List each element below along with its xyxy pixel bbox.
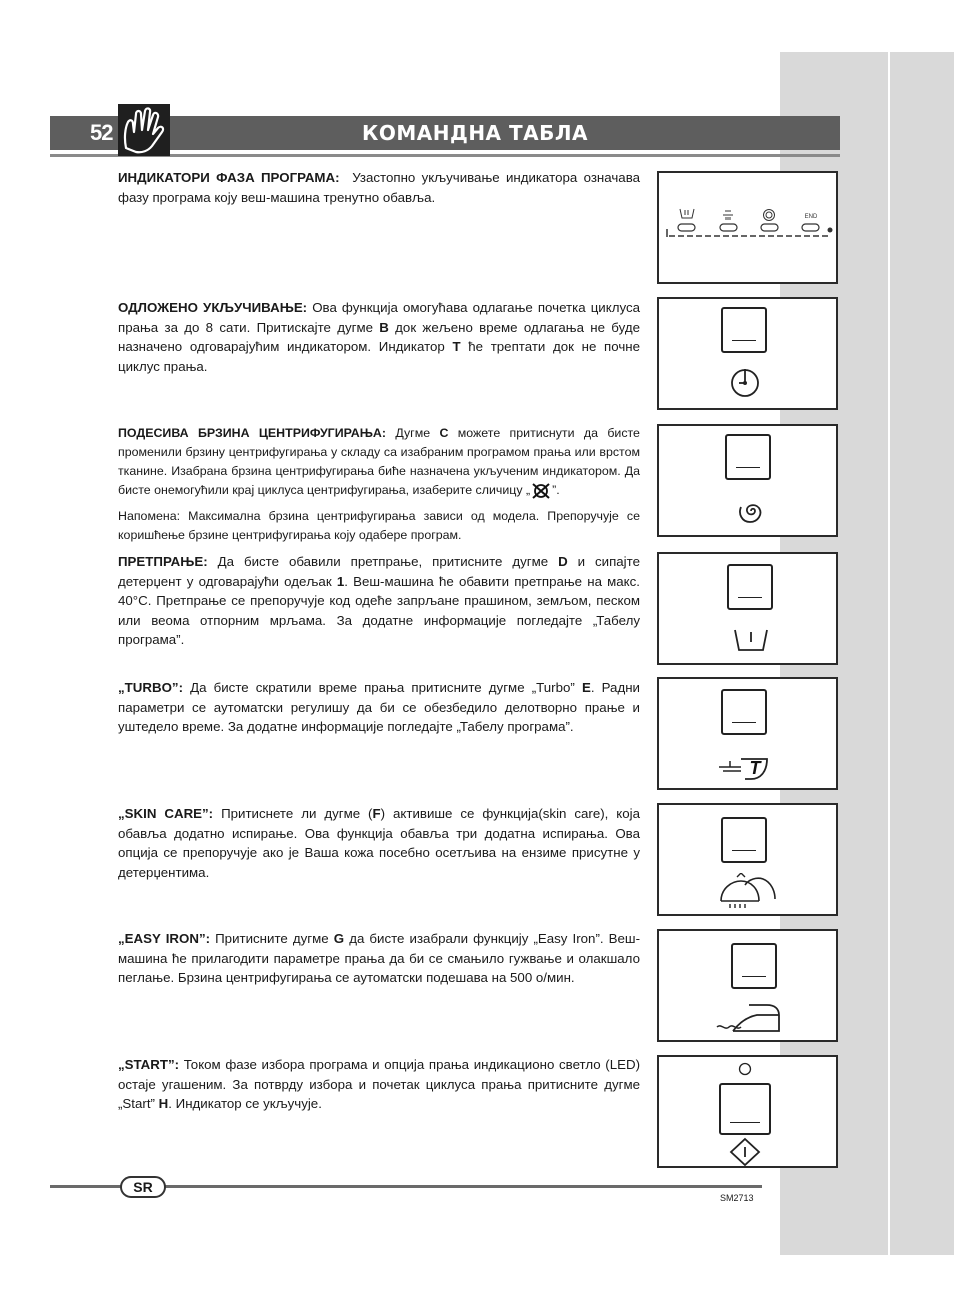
page-title: КОМАНДНА ТАБЛА bbox=[362, 121, 588, 145]
turbo-button[interactable] bbox=[721, 689, 767, 735]
start-button[interactable] bbox=[719, 1083, 771, 1135]
easy-iron-panel bbox=[657, 929, 838, 1042]
prewash-panel bbox=[657, 552, 838, 665]
turbo-heading: „TURBO”: bbox=[118, 680, 183, 695]
turbo-icon bbox=[715, 749, 785, 783]
phase-indicators-text bbox=[118, 168, 640, 207]
document-code: SM2713 bbox=[720, 1193, 754, 1203]
phase-heading: ИНДИКАТОРИ ФАЗА ПРОГРАМА: bbox=[118, 170, 340, 185]
start-text: „START”: Током фазе избора програма и опција прања индикационо светло (LED) остаје угашеним. За потврду избора и почетак циклуса прања притисните дугме „Start” H. Индикатор се укључује. bbox=[118, 1057, 640, 1111]
phase-indicator-panel bbox=[657, 171, 838, 284]
phase-indicator-diagram bbox=[659, 173, 836, 282]
spin-speed-text: ПОДЕСИВА БРЗИНА ЦЕНТРИФУГИРАЊА: Дугме C можете притиснути да бисте променили брзину центрифугирања у складу са изабраним програмом прања или врстом тканине. Изабрана брзина центрифугирања биће назначена укљученим индикатором. Да бисте онемогућили крај циклуса центрифугирања, изаберите сличицу „ ”. bbox=[118, 424, 640, 500]
turbo-text: „TURBO”: Да бисте скратили време прања притисните дугме „Turbo” E. Радни параметри се аутоматски регулишу да би се обезбедило делотворно прање и уштедело време. За додатне информације погледајте „Табелу програма”. bbox=[118, 680, 640, 734]
delay-start-button[interactable] bbox=[721, 307, 767, 353]
skin-care-text: „SKIN CARE”: Притиснете ли дугме (F) активише се функција(skin care), која обавља додатно испирање. Ова функција обавља три додатна испирања. Ова опција се препоручује ако је Ваша кожа посебно осетљива на ензиме присутне у детерџентима. bbox=[118, 806, 641, 880]
side-margin-line bbox=[888, 52, 890, 1255]
delay-heading: ОДЛОЖЕНО УКЉУЧИВАЊЕ: bbox=[118, 300, 308, 315]
prewash-text: ПРЕТПРАЊЕ: Да бисте обавили претпрање, притисните дугме D и сипајте детерџент у одговарајући одељак 1. Веш-машина ће обавити претпрање на макс. 40°C. Претпрање се препоручује код одеће запрљане прашином, земљом, песком или веома отпорним мрљама. За додатне информације погледајте „Табелу програма”. bbox=[118, 554, 640, 647]
skin-care-button[interactable] bbox=[721, 817, 767, 863]
start-heading: „START”: bbox=[118, 1057, 180, 1072]
no-spin-icon bbox=[530, 482, 552, 500]
skin-care-icon bbox=[717, 873, 779, 911]
start-led-icon bbox=[737, 1061, 753, 1077]
start-panel bbox=[657, 1055, 838, 1168]
spin-speed-panel bbox=[657, 424, 838, 537]
skin-heading: „SKIN CARE”: bbox=[118, 806, 214, 821]
clock-icon bbox=[727, 365, 763, 399]
iron-heading: „EASY IRON”: bbox=[118, 931, 211, 946]
spin-speed-note: Напомена: Максимална брзина центрифугирања зависи од модела. Препоручује се коришћење брзине центрифугирања коју одабере програм. bbox=[118, 509, 640, 542]
spin-heading: ПОДЕСИВА БРЗИНА ЦЕНТРИФУГИРАЊА: bbox=[118, 426, 386, 440]
delay-start-text: ОДЛОЖЕНО УКЉУЧИВАЊЕ: Ова функција омогућава одлагање почетка циклуса прања за до 8 сати. Притискајте дугме B док жељено време одлагања не буде назначено одговарајућим индикатором. Индикатор T ће трептати док не почне циклус прања. bbox=[118, 300, 641, 374]
spin-speed-button[interactable] bbox=[725, 434, 771, 480]
phase-body: Узастопно укључивање индикатора означава фазу програма коју веш-машина тренутно обавља. bbox=[118, 170, 640, 205]
prewash-heading: ПРЕТПРАЊЕ: bbox=[118, 554, 208, 569]
start-pause-icon bbox=[727, 1137, 763, 1167]
end-label: END bbox=[804, 214, 818, 220]
iron-icon bbox=[713, 1001, 785, 1037]
easy-iron-text: „EASY IRON”: Притисните дугме G да бисте изабрали функцију „Easy Iron”. Веш-машина ће прилагодити параметре прања да би се смањило гужвање и олакшало пеглање. Брзина центрифугирања се аутоматски подешава на 500 о/мин. bbox=[118, 931, 641, 985]
delay-start-panel bbox=[657, 297, 838, 410]
turbo-panel bbox=[657, 677, 838, 790]
easy-iron-button[interactable] bbox=[731, 943, 777, 989]
prewash-button[interactable] bbox=[727, 564, 773, 610]
hand-icon bbox=[118, 104, 170, 156]
prewash-tub-icon bbox=[731, 626, 771, 656]
spin-icon bbox=[733, 494, 769, 528]
skin-care-panel bbox=[657, 803, 838, 916]
language-badge: SR bbox=[120, 1176, 166, 1198]
turbo-letter: T bbox=[749, 758, 761, 778]
page-number: 52 bbox=[90, 120, 113, 145]
